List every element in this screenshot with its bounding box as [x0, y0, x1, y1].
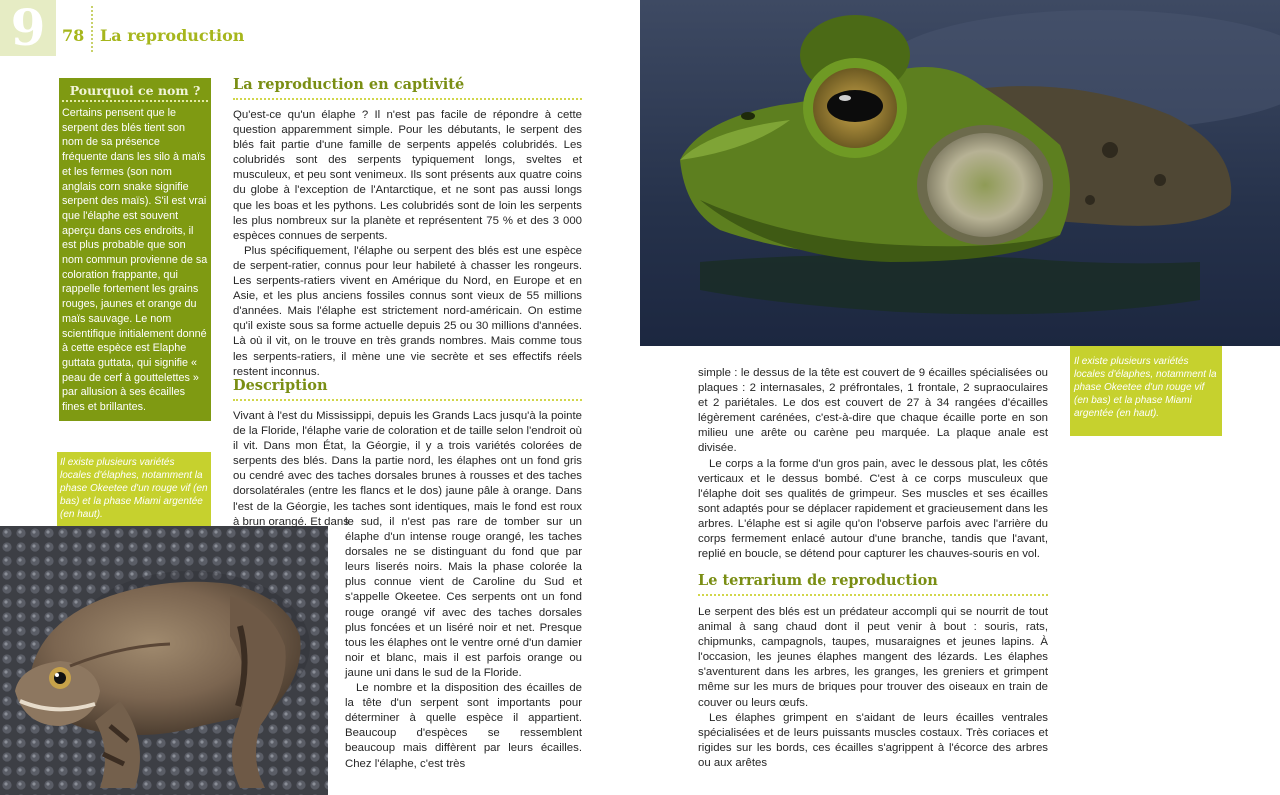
paragraph: simple : le dessus de la tête est couvert de 9 écailles spécialisées ou plaques : 2 internasales, 2 préfrontales, 1 frontale, 2 supraoculaires et 2 pariétales. Le dos est couvert de 27 à 34 rangées d'écailles légèrement carénées, c'est-à-dire que chaque écaille porte en son milieu une arête ou carène peu marquée. La plaque anale est divisée.: [698, 367, 1048, 455]
paragraph: Plus spécifiquement, l'élaphe ou serpent des blés est une espèce de serpent-ratier, connus pour leur habileté à chasser les rongeurs. Les serpents-ratiers vivent en Amérique du Nord, en Europe et en Asie, et les plus anciens fossiles connus sont vieux de 55 millions d'années. Mais l'élaphe est strictement nord-américain. On estime qu'il existe sous sa forme actuelle depuis 25 ou 30 millions d'années. Là où il vit, on le trouve en très grands nombres. Mais comme tous les serpents-ratiers, il mène une vie secrète et ses effectifs réels restent inconnus.: [233, 244, 582, 378]
paragraph: Le corps a la forme d'un gros pain, avec le dessous plat, les côtés verticaux et le dessus bombé. C'est à ce corps musculeux que l'élaphe doit ses qualités de grimpeur. Ses muscles et ses écailles sont adaptés pour se déplacer rapidement et gracieusement dans les arbres. L'élaphe est si agile qu'on l'observe parfois avec l'arrière du corps fermement enlacé autour d'une branche, tandis que l'avant, replié en boucle, se détend pour capturer les chauves-souris en vol.: [698, 457, 1048, 561]
paragraph: Les élaphes grimpent en s'aidant de leurs écailles ventrales spécialisées et de leurs puissants muscles costaux. Très coriaces et rigides sur les bords, ces écailles s'agrippent à l'écorce des arbres ou aux arêtes: [698, 711, 1048, 769]
heading-underline: [233, 399, 582, 401]
heading-underline: [233, 98, 582, 100]
photo-caption-right: Il existe plusieurs variétés locales d'élaphes, notamment la phase Okeetee d'un rouge vif (en bas) et la phase Miami argentée (en haut).: [1070, 346, 1222, 436]
sidebar-box: [59, 78, 211, 421]
heading-description: Description: [233, 377, 328, 394]
text-captivite: [233, 108, 582, 380]
text-description-cont: [345, 515, 582, 772]
sidebar-divider: [62, 100, 208, 102]
paragraph: Le serpent des blés est un prédateur accompli qui se nourrit de tout animal à sang chaud dont il peut venir à bout : souris, rats, chipmunks, campagnols, taupes, musaraignes et jeunes lapins. À l'occasion, les jeunes élaphes mangent des lézards. Les élaphes s'aventurent dans les arbres, les granges, les greniers et grimpent même sur les murs de briques pour trouver des oiseaux en train de couver ou leurs œufs.: [698, 606, 1048, 709]
heading-underline: [698, 594, 1048, 596]
paragraph: Le nombre et la disposition des écailles de la tête d'un serpent sont importants pour déterminer à quelle espèce il appartient. Beaucoup d'espèces se ressemblent beaucoup mais diffèrent par leurs écailles. Chez l'élaphe, c'est très: [345, 682, 582, 770]
header-divider: [91, 6, 93, 52]
paragraph: Qu'est-ce qu'un élaphe ? Il n'est pas facile de répondre à cette question apparemment simple. Pour les débutants, le serpent des blés fait partie d'une famille de serpents appelés colubridés. Les colubridés sont des serpents typiquement longs, sveltes et musculeux, et peu sont venimeux. Ils sont présents aux quatre coins du globe à l'exception de l'Antarctique, et ne sont pas aussi longs que les boas et les pythons. Les colubridés sont de loin les serpents les plus nombreux sur la planète et représentent 75 % et des 3 000 espèces connues de serpents.: [233, 109, 582, 242]
paragraph: Vivant à l'est du Mississippi, depuis les Grands Lacs jusqu'à la pointe de la Floride, l'élaphe varie de coloration et de taille selon l'endroit où il vit. Dans mon État, la Géorgie, il y a trois variétés colorées de serpents des blés. Dans la partie nord, les élaphes ont un fond gris ou cendré avec des taches dorsales brunes à rousses et des taches dorsolatérales (entre les flancs et le dos) jaune pâle à orange. Dans l'est de la Géorgie, les taches sont identiques, mais le fond est roux à brun orangé. Et dans: [233, 410, 582, 528]
text-terrarium: [698, 605, 1048, 771]
sidebar-text: Certains pensent que le serpent des blés tient son nom de sa présence fréquente dans les silo à maïs et les fermes (son nom anglais corn snake signifie serpent des maïs). S'il est vrai que l'élaphe est souvent aperçu dans ces endroits, il est plus probable que son nom commun provienne de sa coloration frappante, qui rappelle fortement les grains rouges, jaunes et orange du maïs sauvage. Le nom scientifique initialement donné à cette espèce est Elaphe guttata guttata, qui signifie « peau de cerf à gouttelettes » par allusion à ses écailles fines et brillantes.: [62, 107, 208, 414]
frog-photo-bottom: [0, 526, 328, 795]
frog-photo-top: [640, 0, 1280, 346]
photo-caption-left: Il existe plusieurs variétés locales d'élaphes, notamment la phase Okeetee d'un rouge vif (en bas) et la phase Miami argentée (en haut).: [57, 452, 211, 526]
heading-terrarium: Le terrarium de reproduction: [698, 572, 938, 589]
running-title: La reproduction: [100, 26, 245, 45]
sidebar-title: Pourquoi ce nom ?: [69, 83, 201, 98]
chapter-number: 9: [0, 0, 56, 56]
paragraph: le sud, il n'est pas rare de tomber sur un élaphe d'un intense rouge orangé, les taches dorsales ne se distinguant du fond que par leurs liserés noirs. Mais la phase colorée la plus connue vient de Caroline du Sud et s'appelle Okeetee. Ces serpents ont un fond rouge orangé vif avec des taches dorsales plus foncées et un liséré noir et net. Presque tous les élaphes ont le ventre orné d'un damier noir et blanc, mais il est parfois orange ou jaune uni dans le sud de la Floride.: [345, 516, 582, 679]
text-description: [233, 409, 582, 530]
heading-captivite: La reproduction en captivité: [233, 76, 465, 93]
text-right-column: [698, 366, 1048, 562]
page-number: 78: [62, 26, 85, 45]
